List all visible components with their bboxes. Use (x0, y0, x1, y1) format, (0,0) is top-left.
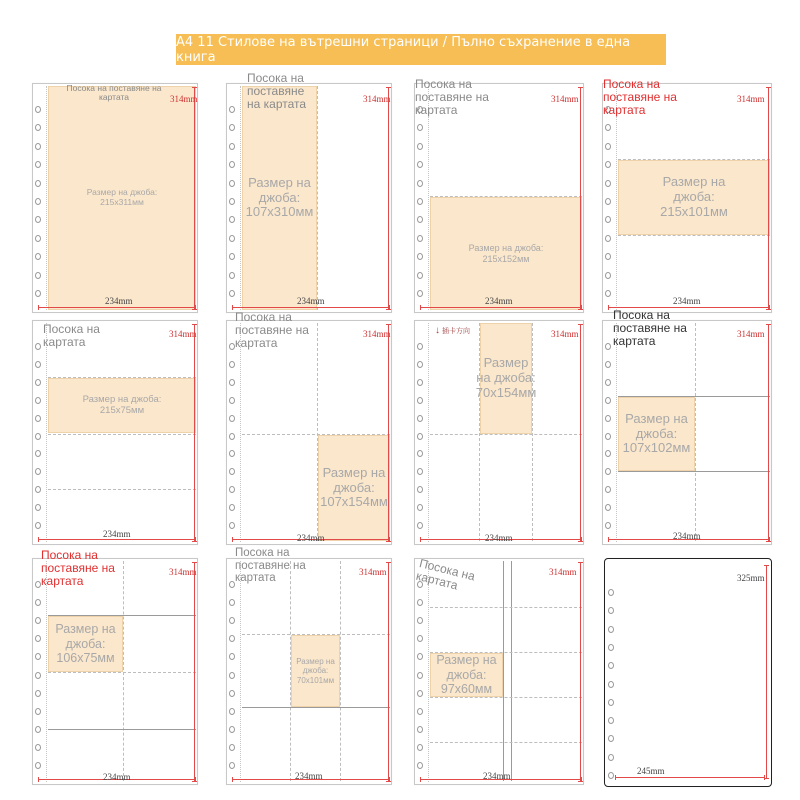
punch-hole (229, 708, 235, 715)
pocket-divider (430, 607, 582, 608)
pocket-divider (618, 235, 770, 236)
height-dimension-text: 314mm (549, 567, 577, 577)
punch-hole (35, 161, 41, 168)
punch-hole (417, 124, 423, 131)
punch-hole (35, 522, 41, 529)
sheet-style-9 (32, 548, 198, 785)
sheet-style-10 (226, 547, 392, 785)
punch-hole (417, 690, 423, 697)
punch-hole (229, 253, 235, 260)
punch-hole (605, 397, 611, 404)
punch-hole (608, 626, 614, 633)
height-dimension-text: 314mm (551, 94, 579, 104)
punch-hole (35, 216, 41, 223)
punch-hole (417, 290, 423, 297)
pocket-size-text: Размер на джоба: 70x101мм (296, 657, 335, 685)
punch-hole (605, 143, 611, 150)
pocket-divider (48, 672, 196, 673)
width-dimension-line (38, 539, 196, 540)
punch-hole (35, 617, 41, 624)
pocket-divider (242, 707, 390, 708)
margin-line (240, 86, 241, 310)
pocket-size-text: Размер на джоба: 215x101мм (660, 174, 728, 219)
pocket-size-text: Размер на джоба: 106x75мм (55, 622, 116, 666)
width-dimension-line (615, 777, 765, 778)
pocket-divider (340, 561, 341, 781)
punch-hole (229, 450, 235, 457)
punch-hole (417, 599, 423, 606)
height-dimension-text: 314mm (170, 94, 198, 104)
punch-hole (417, 433, 423, 440)
pocket (475, 323, 537, 434)
pocket-divider (511, 561, 512, 781)
sheet-style-1 (32, 83, 198, 313)
insert-direction-label: Посока на поставяне на картата (235, 547, 306, 585)
punch-hole (417, 762, 423, 769)
punch-hole (605, 180, 611, 187)
insert-direction-label: Посока на поставяне на картата (235, 310, 309, 351)
height-dimension-text: 314mm (551, 329, 579, 339)
punch-hole (605, 161, 611, 168)
margin-line (240, 323, 241, 542)
punch-hole (229, 290, 235, 297)
width-dimension-text: 234mm (295, 771, 323, 781)
punch-hole (229, 216, 235, 223)
punch-hole (417, 198, 423, 205)
punch-hole (605, 450, 611, 457)
punch-hole (229, 361, 235, 368)
punch-hole (605, 415, 611, 422)
pocket (48, 378, 196, 433)
punch-hole (229, 599, 235, 606)
punch-hole (35, 361, 41, 368)
punch-hole (417, 617, 423, 624)
punch-hole (605, 433, 611, 440)
punch-hole (608, 699, 614, 706)
margin-line (616, 323, 617, 542)
punch-hole (605, 379, 611, 386)
pocket-divider (123, 561, 124, 781)
height-dimension-line (580, 324, 581, 542)
pocket-divider (48, 434, 196, 435)
punch-hole (417, 272, 423, 279)
pocket (48, 83, 196, 310)
pocket (618, 160, 770, 235)
punch-hole (417, 672, 423, 679)
punch-hole (605, 235, 611, 242)
width-dimension-text: 234mm (485, 533, 513, 543)
punch-hole (417, 216, 423, 223)
punch-hole (35, 253, 41, 260)
punch-hole (35, 726, 41, 733)
height-dimension-line (388, 324, 389, 542)
punch-hole (35, 124, 41, 131)
punch-hole (608, 717, 614, 724)
pocket (430, 653, 503, 697)
pocket-divider (48, 489, 196, 490)
pocket (430, 197, 582, 310)
insert-direction-label: Посока на поставяне на картата (613, 308, 687, 349)
punch-hole (229, 522, 235, 529)
height-dimension-line (194, 87, 195, 310)
punch-hole (605, 272, 611, 279)
width-dimension-text: 234mm (297, 296, 325, 306)
punch-hole (35, 272, 41, 279)
sheet-style-2 (226, 71, 392, 313)
insert-direction-label: Посока на поставяне на картата (415, 77, 489, 118)
punch-hole (417, 361, 423, 368)
punch-hole (35, 180, 41, 187)
punch-hole (605, 361, 611, 368)
pocket-divider (503, 561, 504, 781)
punch-hole (417, 397, 423, 404)
sheet-blank-dimensions (604, 558, 772, 787)
punch-hole (229, 635, 235, 642)
punch-hole (229, 379, 235, 386)
sheet-style-8 (602, 308, 772, 545)
punch-hole (35, 415, 41, 422)
punch-hole (229, 235, 235, 242)
punch-hole (35, 690, 41, 697)
punch-hole (229, 397, 235, 404)
pocket-size-text: Размер на джоба: 215x311мм (86, 187, 158, 207)
punch-hole (35, 433, 41, 440)
punch-hole (35, 106, 41, 113)
punch-hole (605, 253, 611, 260)
punch-hole (35, 762, 41, 769)
height-dimension-text: 314mm (363, 94, 391, 104)
height-dimension-line (194, 562, 195, 782)
punch-hole (417, 343, 423, 350)
punch-hole (229, 504, 235, 511)
punch-hole (35, 198, 41, 205)
punch-hole (605, 522, 611, 529)
pocket (48, 616, 123, 672)
pocket-divider (48, 377, 196, 378)
punch-hole (35, 635, 41, 642)
title-banner: A4 11 Стилове на вътрешни страници / Пълно съхранение в една книга (176, 34, 666, 65)
punch-hole (35, 672, 41, 679)
pocket-divider (430, 742, 582, 743)
width-dimension-text: 234mm (105, 296, 133, 306)
punch-hole (229, 672, 235, 679)
margin-line (616, 86, 617, 310)
width-dimension-text: 245mm (637, 766, 665, 776)
insert-direction-label: Посока на поставяне на картата (41, 548, 115, 589)
punch-hole (605, 290, 611, 297)
punch-hole (417, 635, 423, 642)
sheet-style-5 (32, 320, 198, 545)
punch-hole (229, 433, 235, 440)
punch-hole (229, 653, 235, 660)
insert-direction-label: Посока на поставяне на картата (247, 71, 307, 112)
punch-hole (605, 486, 611, 493)
punch-hole (229, 468, 235, 475)
punch-hole (229, 726, 235, 733)
punch-hole (417, 415, 423, 422)
punch-hole (417, 379, 423, 386)
width-dimension-text: 234mm (673, 531, 701, 541)
height-dimension-line (768, 87, 769, 310)
punch-hole (35, 343, 41, 350)
punch-hole (35, 504, 41, 511)
punch-hole (35, 653, 41, 660)
punch-hole (608, 644, 614, 651)
punch-hole (35, 486, 41, 493)
pocket-divider (430, 697, 582, 698)
punch-hole (229, 161, 235, 168)
width-dimension-text: 234mm (483, 771, 511, 781)
insert-direction-label: 插卡方向 (441, 328, 470, 335)
punch-hole (605, 124, 611, 131)
punch-hole (417, 653, 423, 660)
insert-direction-label: Посока на картата (43, 322, 100, 350)
margin-line (46, 323, 47, 542)
punch-hole (605, 504, 611, 511)
width-dimension-text: 234mm (485, 296, 513, 306)
insert-direction-label: Посока на картата (414, 556, 477, 593)
punch-hole (229, 272, 235, 279)
insert-direction-label: Посока на поставяне на картата (603, 77, 677, 118)
pocket-size-text: Размер на джоба: 97x60мм (436, 653, 497, 697)
punch-hole (417, 235, 423, 242)
height-dimension-line (388, 87, 389, 310)
height-dimension-text: 314mm (737, 329, 765, 339)
pocket-size-text: Размер на джоба: 215x152мм (468, 243, 544, 264)
punch-hole (35, 744, 41, 751)
punch-hole (417, 708, 423, 715)
punch-hole (417, 522, 423, 529)
pocket-divider (618, 471, 770, 472)
punch-hole (605, 198, 611, 205)
pocket-size-text: Размер на джоба: 107x102мм (622, 410, 691, 456)
insert-direction-label: Посока на поставяне на картата (66, 83, 162, 103)
pocket-size-text: Размер на джоба: 70x154мм (475, 355, 537, 400)
pocket (318, 435, 390, 541)
punch-hole (417, 253, 423, 260)
sheet-style-4 (602, 77, 772, 313)
margin-line (46, 561, 47, 782)
height-dimension-text: 314mm (363, 329, 391, 339)
pocket-size-text: Размер на джоба: 107x310мм (245, 174, 314, 220)
punch-hole (608, 589, 614, 596)
punch-hole (229, 617, 235, 624)
punch-hole (608, 772, 614, 779)
height-dimension-line (580, 562, 581, 782)
pocket-divider (317, 86, 318, 310)
width-dimension-line (420, 307, 582, 308)
punch-hole (229, 415, 235, 422)
punch-hole (35, 379, 41, 386)
width-dimension-text: 234mm (297, 533, 325, 543)
pocket-divider (430, 196, 582, 197)
height-dimension-text: 325mm (737, 573, 765, 583)
height-dimension-line (388, 562, 389, 782)
pocket (242, 86, 317, 310)
punch-hole (417, 161, 423, 168)
punch-hole (229, 180, 235, 187)
pocket-divider (430, 434, 582, 435)
punch-hole (35, 450, 41, 457)
punch-hole (35, 468, 41, 475)
punch-hole (417, 486, 423, 493)
punch-hole (229, 762, 235, 769)
height-dimension-text: 314mm (359, 567, 387, 577)
punch-hole (417, 143, 423, 150)
punch-hole (229, 690, 235, 697)
pocket (291, 635, 340, 707)
punch-hole (417, 726, 423, 733)
pocket-size-text: Размер на джоба: 107x154мм (320, 464, 388, 510)
punch-hole (229, 124, 235, 131)
sheet-style-6 (226, 310, 392, 545)
punch-hole (605, 343, 611, 350)
height-dimension-text: 314mm (169, 329, 197, 339)
height-dimension-text: 314mm (737, 94, 765, 104)
punch-hole (605, 216, 611, 223)
punch-hole (229, 143, 235, 150)
punch-hole (35, 708, 41, 715)
punch-hole (35, 599, 41, 606)
punch-hole (229, 744, 235, 751)
sheet-style-7 (414, 320, 584, 545)
margin-line (428, 561, 429, 782)
width-dimension-line (38, 307, 196, 308)
punch-hole (608, 754, 614, 761)
punch-hole (35, 290, 41, 297)
punch-hole (417, 468, 423, 475)
width-dimension-text: 234mm (103, 772, 131, 782)
insert-direction-note (435, 325, 470, 336)
height-dimension-text: 314mm (169, 567, 197, 577)
width-dimension-text: 234mm (103, 529, 131, 539)
height-dimension-line (768, 324, 769, 542)
punch-hole (417, 450, 423, 457)
punch-hole (35, 235, 41, 242)
margin-line (46, 86, 47, 310)
margin-line (428, 323, 429, 542)
punch-hole (35, 397, 41, 404)
pocket (618, 397, 695, 471)
punch-hole (229, 198, 235, 205)
punch-hole (35, 143, 41, 150)
pocket-divider (618, 159, 770, 160)
height-dimension-line (766, 565, 767, 779)
pocket-size-text: Размер на джоба: 215x75мм (82, 393, 162, 416)
sheet-style-11 (414, 558, 584, 785)
width-dimension-line (232, 307, 390, 308)
punch-hole (417, 744, 423, 751)
width-dimension-text: 234mm (673, 296, 701, 306)
pocket-divider (48, 729, 196, 730)
down-arrow-icon: ↓ (435, 325, 440, 336)
punch-hole (417, 180, 423, 187)
height-dimension-line (580, 87, 581, 310)
punch-hole (229, 486, 235, 493)
punch-hole (608, 662, 614, 669)
punch-hole (608, 681, 614, 688)
sheet-style-3 (414, 77, 584, 313)
punch-hole (608, 735, 614, 742)
height-dimension-line (194, 324, 195, 542)
margin-line (240, 561, 241, 782)
margin-line (428, 86, 429, 310)
punch-hole (608, 607, 614, 614)
punch-hole (229, 106, 235, 113)
punch-hole (605, 468, 611, 475)
punch-hole (417, 504, 423, 511)
pocket-divider (695, 323, 696, 541)
